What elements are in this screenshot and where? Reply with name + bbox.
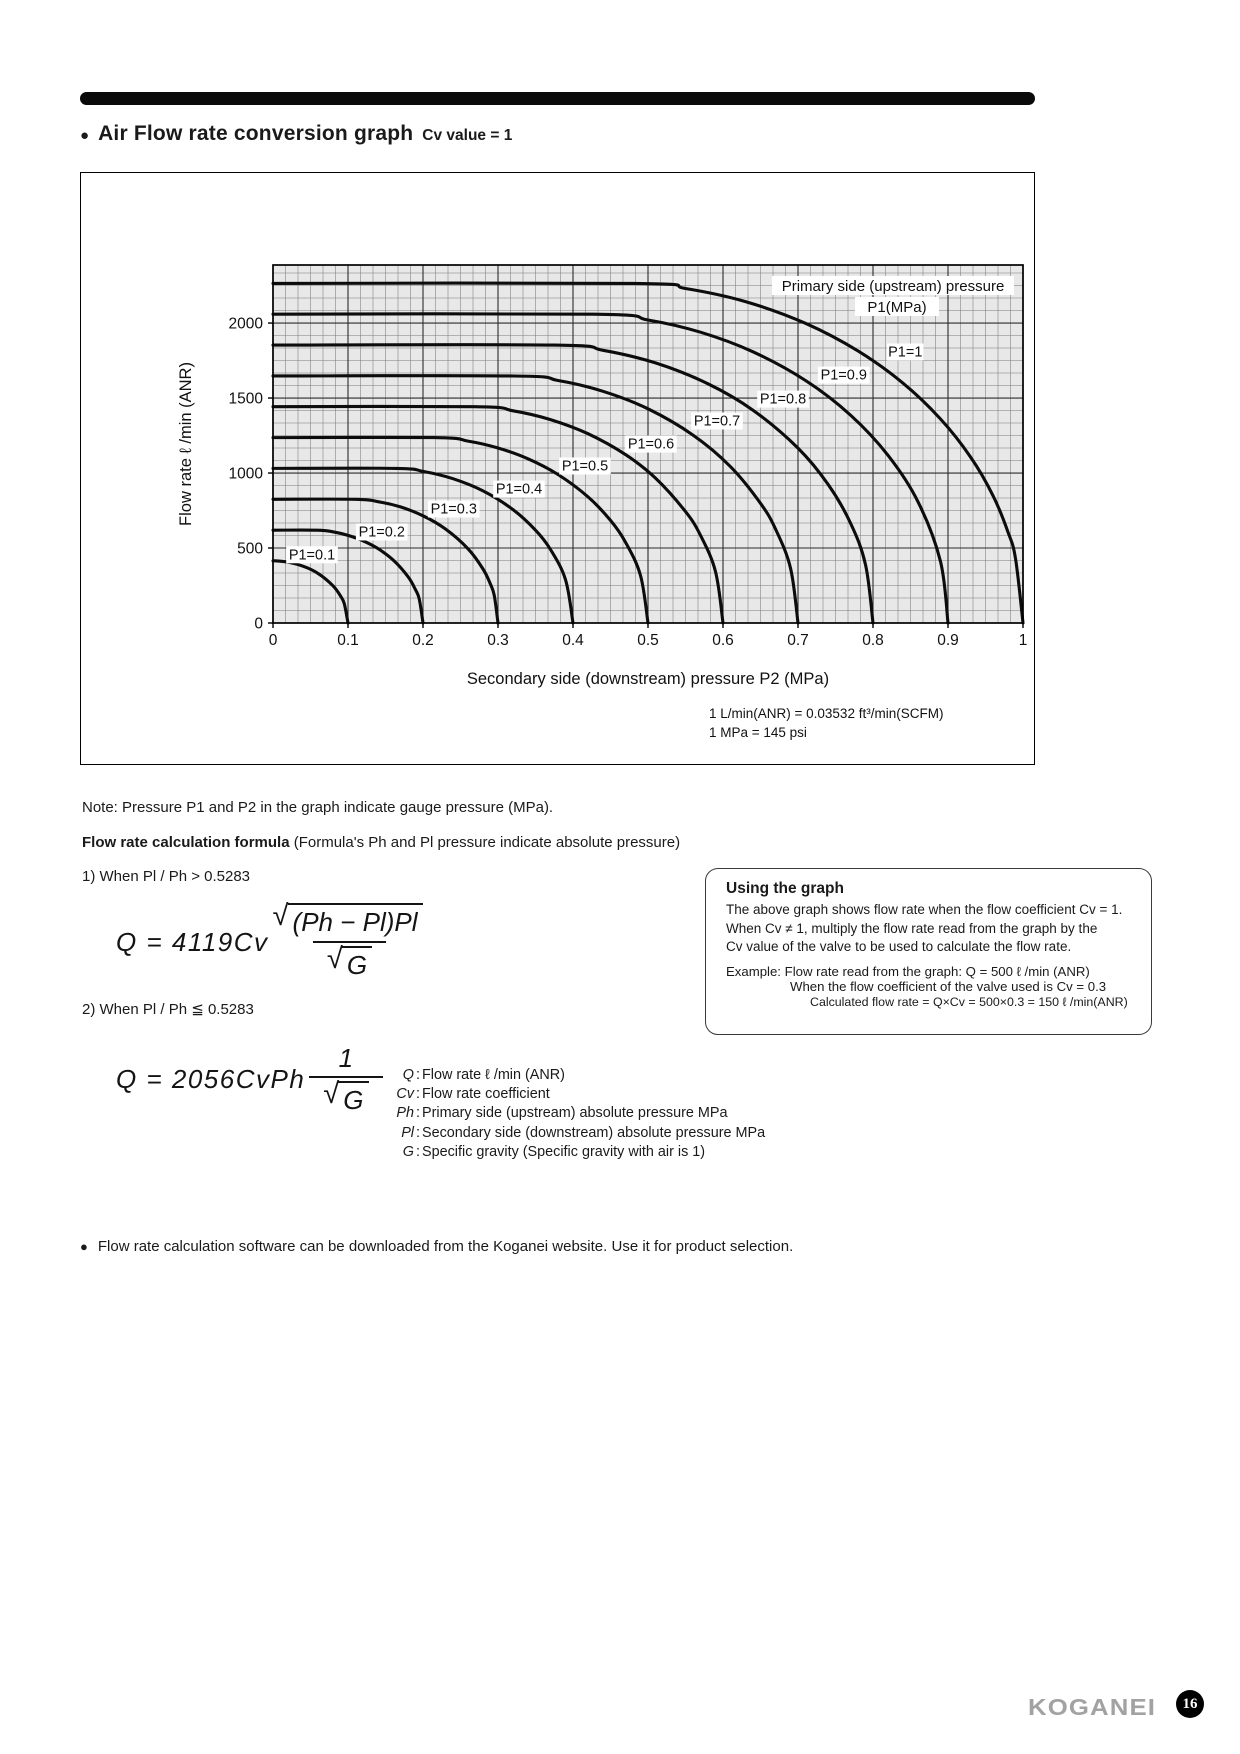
svg-text:0: 0 (254, 615, 263, 633)
var-symbol: Cv (396, 1086, 414, 1103)
svg-text:P1=1: P1=1 (888, 344, 923, 361)
using-box-line: The above graph shows flow rate when the flow coefficient Cv = 1. (726, 902, 1123, 917)
flow-rate-chart (81, 173, 1031, 761)
svg-text:0.9: 0.9 (937, 632, 959, 649)
svg-text:0.1: 0.1 (337, 632, 359, 649)
case2-condition: 2) When Pl / Ph ≦ 0.5283 (82, 1001, 254, 1018)
svg-text:0.6: 0.6 (712, 632, 734, 649)
svg-text:0.8: 0.8 (862, 632, 884, 649)
formula1-lhs: Q = 4119Cv (116, 926, 269, 957)
formula-choked (116, 1043, 383, 1116)
page-title-suffix: Cv value = 1 (422, 127, 513, 144)
var-description: Secondary side (downstream) absolute pressure MPa (422, 1124, 766, 1141)
formula2-denominator: G (338, 1081, 368, 1116)
formula1-fraction (272, 900, 427, 981)
formula-heading (82, 834, 680, 851)
svg-text:1: 1 (1018, 632, 1028, 649)
software-note-text: Flow rate calculation software can be downloaded from the Koganei website. Use it for product selection. (97, 1238, 794, 1255)
flow-rate-chart-frame (80, 172, 1035, 765)
svg-text:P1=0.9: P1=0.9 (820, 367, 867, 384)
y-axis-title: Flow rate ℓ /min (ANR) (177, 362, 195, 526)
using-box-line: When Cv ≠ 1, multiply the flow rate read from the graph by the (726, 920, 1098, 936)
var-description: Primary side (upstream) absolute pressure MPa (422, 1105, 728, 1122)
gauge-pressure-note: Note: Pressure P1 and P2 in the graph indicate gauge pressure (MPa). (82, 799, 554, 816)
svg-text:0: 0 (268, 632, 278, 649)
example-line: Example: Flow rate read from the graph: Q = 500 ℓ /min (ANR) (726, 963, 1090, 979)
formula-heading-rest: (Formula's Ph and Pl pressure indicate absolute pressure) (289, 834, 681, 851)
radical-sign: √ (326, 943, 343, 975)
unit-note-2: 1 MPa = 145 psi (709, 725, 807, 740)
software-note (80, 1238, 793, 1255)
var-symbol: G (402, 1143, 414, 1160)
page-title (80, 122, 512, 146)
formula2-numerator: 1 (338, 1043, 354, 1073)
var-symbol: Pl (401, 1124, 414, 1141)
formula-heading-bold: Flow rate calculation formula (82, 834, 290, 851)
svg-text:P1=0.7: P1=0.7 (693, 413, 741, 430)
svg-text:P1=0.1: P1=0.1 (288, 547, 336, 564)
case1-condition: 1) When Pl / Ph > 0.5283 (82, 868, 251, 885)
formula-subsonic (116, 900, 427, 981)
using-box-body (726, 901, 1137, 957)
var-symbol: Q (402, 1067, 414, 1083)
svg-text:P1=0.8: P1=0.8 (759, 391, 807, 408)
radical-sign: √ (323, 1078, 340, 1110)
using-the-graph-box (705, 868, 1152, 1035)
svg-text:0.7: 0.7 (787, 632, 809, 649)
svg-text:P1=0.6: P1=0.6 (627, 436, 675, 453)
svg-text:0.4: 0.4 (562, 632, 584, 649)
formula1-numerator: (Ph − Pl)Pl (288, 903, 423, 938)
svg-text:0.2: 0.2 (412, 632, 434, 649)
svg-text:1500: 1500 (228, 390, 263, 408)
using-box-title: Using the graph (726, 880, 844, 897)
var-description: Flow rate coefficient (422, 1086, 550, 1103)
svg-text:1000: 1000 (228, 465, 263, 483)
var-description: Specific gravity (Specific gravity with air is 1) (422, 1143, 706, 1160)
example-line: Calculated flow rate = Q×Cv = 500×0.3 = 150 ℓ /min(ANR) (810, 994, 1128, 1009)
svg-text:2000: 2000 (228, 315, 263, 333)
svg-text:P1=0.5: P1=0.5 (561, 458, 609, 475)
bullet-icon: ● (80, 1239, 88, 1254)
svg-text:P1=0.2: P1=0.2 (358, 524, 405, 541)
radical-sign: √ (272, 900, 289, 932)
page-title-text: Air Flow rate conversion graph (98, 122, 414, 145)
svg-text:0.3: 0.3 (487, 632, 509, 649)
page-number-badge: 16 (1176, 1690, 1204, 1718)
svg-text:P1(MPa): P1(MPa) (867, 299, 927, 316)
svg-text:P1=0.3: P1=0.3 (430, 501, 477, 518)
variable-definitions: Q : Flow rate ℓ /min (ANR) Cv : Flow rate coefficient Ph : Primary side (upstream) absolute pressure MPa Pl : Secondary side (downstream) absolute pressure MPa G : Specific gravity (Specific gravity with air is 1) (346, 1066, 765, 1162)
example-line: When the flow coefficient of the valve used is Cv = 0.3 (790, 978, 1107, 994)
svg-text:500: 500 (237, 540, 263, 558)
svg-text:0.5: 0.5 (637, 632, 659, 649)
unit-note-1: 1 L/min(ANR) = 0.03532 ft³/min(SCFM) (709, 706, 944, 721)
title-bullet-icon: ● (80, 127, 90, 144)
formula2-lhs: Q = 2056CvPh (116, 1064, 306, 1094)
section-rule (80, 92, 1035, 105)
var-description: Flow rate ℓ /min (ANR) (422, 1067, 565, 1083)
x-axis-title: Secondary side (downstream) pressure P2 (MPa) (466, 670, 830, 688)
using-box-example (726, 964, 1137, 1009)
svg-text:P1=0.4: P1=0.4 (495, 481, 543, 498)
formula1-denominator: G (342, 946, 372, 981)
var-symbol: Ph (396, 1105, 414, 1122)
svg-text:Primary side (upstream) pressu: Primary side (upstream) pressure (781, 278, 1005, 295)
koganei-logo: KOGANEI (1028, 1694, 1157, 1720)
using-box-line: Cv value of the valve to be used to calculate the flow rate. (726, 939, 1072, 955)
